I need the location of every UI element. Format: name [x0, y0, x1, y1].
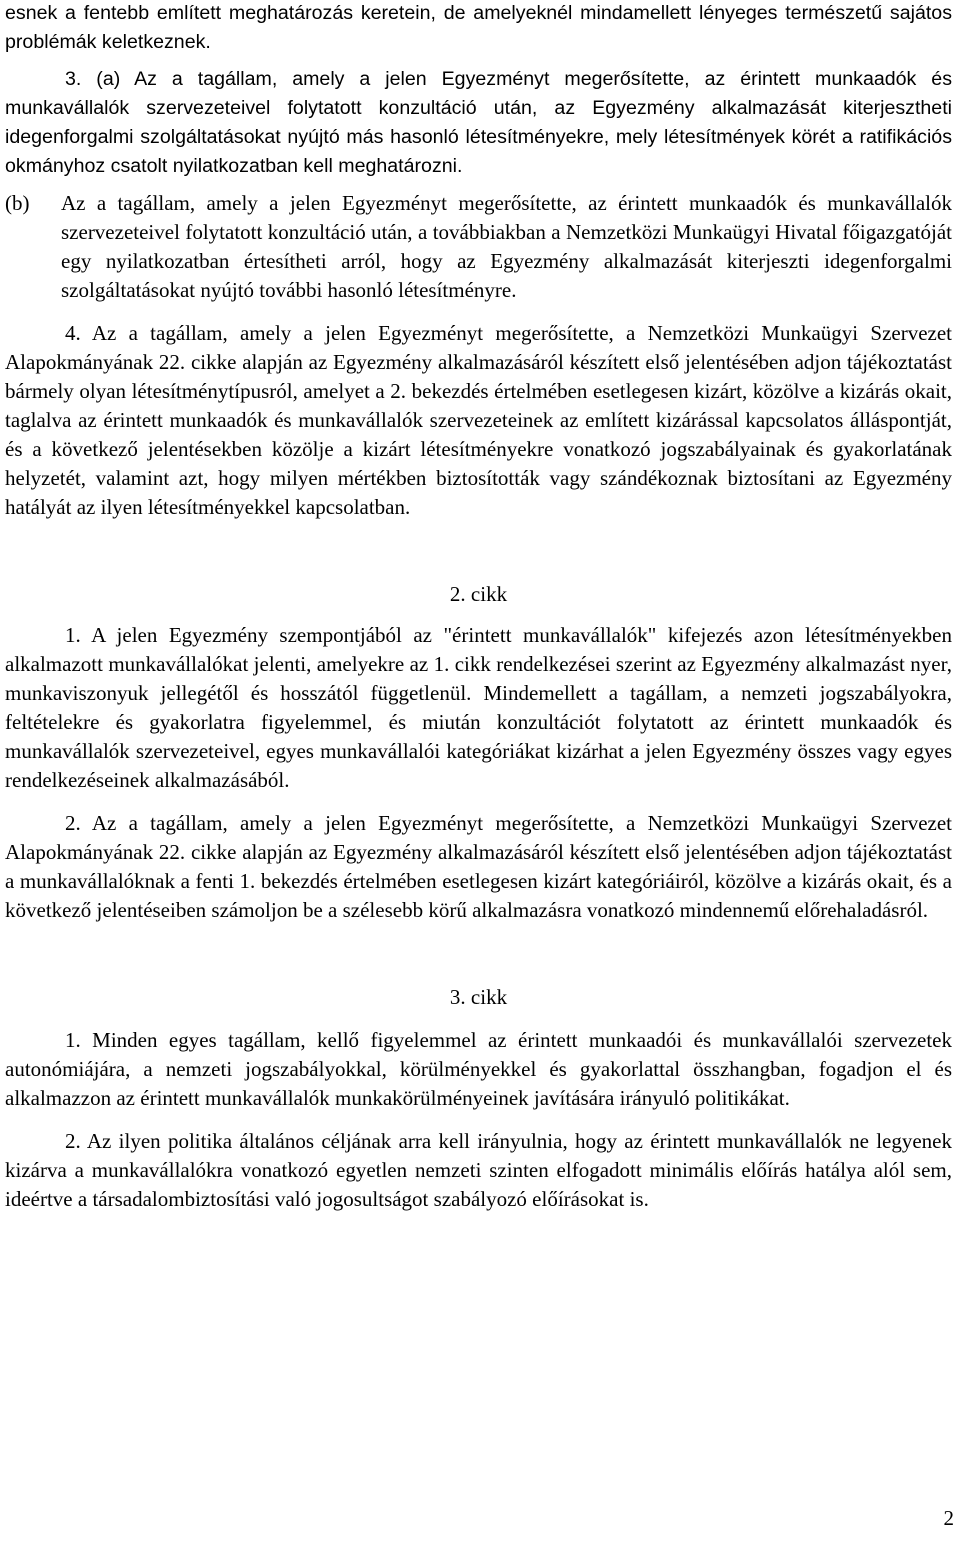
paragraph-1-4: 4. Az a tagállam, amely a jelen Egyezményt megerősítette, a Nemzetközi Munkaügyi Szervezet Alapokmányának 22. cikke alapján az Egyezmény alkalmazásáról készített első jelentésében adjon tájékoztatást bármely olyan létesítménytípusról, amelyet a 2. bekezdés értelmében esetlegesen kizárt, közölve a kizárás okait, taglalva az érintett munkaadók és munkavállalók szervezeteinek az említett kizárással kapcsolatos álláspontját, és a következő jelentésekben közölje a kizárt létesítményekre vonatkozó jogszabályainak és gyakorlatának helyzetét, valamint azt, hogy milyen mértékben biztosították vagy szándékoznak biztosítani az Egyezmény hatályát az ilyen létesítményekkel kapcsolatban.	[5, 321, 952, 519]
paragraph-2-1: 1. A jelen Egyezmény szempontjából az "érintett munkavállalók" kifejezés azon létesítményekben alkalmazott munkavállalókat jelenti, amelyekre az 1. cikk rendelkezései szerint az Egyezmény alkalmazást nyer, munkaviszonyuk jellegétől és hosszától függetlenül. Mindemellett a tagállam, a nemzeti jogszabályokra, feltételekre és gyakorlatra figyelemmel, és miután konzultációt folytatott az érintett munkaadók és munkavállalók szervezeteivel, egyes munkavállalói kategóriákat kizárhat a jelen Egyezmény összes vagy egyes rendelkezéseinek alkalmazásából.	[5, 623, 952, 792]
paragraph-3-2: 2. Az ilyen politika általános céljának arra kell irányulnia, hogy az érintett munkavállalók ne legyenek kizárva a munkavállalókra vonatkozó egyetlen nemzeti szinten elfogadott minimális előírás hatálya alól sem, ideértve a társadalombiztosítási való jogosultságot szabályozó előírásokat is.	[5, 1129, 952, 1211]
page-number: 2	[943, 1506, 954, 1530]
paragraph-1-3-a: 3. (a) Az a tagállam, amely a jelen Egyezményt megerősítette, az érintett munkaadók és munkavállalók szervezeteivel folytatott konzultáció után, az Egyezmény alkalmazását kiterjesztheti idegenforgalmi szolgáltatásokat nyújtó más hasonló létesítményekre, mely létesítmények körét a ratifikációs okmányhoz csatolt nyilatkozatban kell meghatározni.	[5, 68, 952, 177]
paragraph-1-3-b	[5, 189, 952, 305]
item-label-b: (b)	[5, 191, 30, 215]
heading-article-2: 2. cikk	[449, 582, 508, 606]
paragraph-continuation: esnek a fentebb említett meghatározás keretein, de amelyeknél mindamellett lényeges természetű sajátos problémák keletkeznek.	[5, 2, 952, 53]
paragraph-2-2: 2. Az a tagállam, amely a jelen Egyezményt megerősítette, a Nemzetközi Munkaügyi Szervezet Alapokmányának 22. cikke alapján az Egyezmény alkalmazásáról készített első jelentésében adjon tájékoztatást a munkavállalóknak a fenti 1. bekezdés értelmében esetlegesen kizárt kategóriáiról, közölve a kizárás okait, és a következő jelentéseiben számoljon be a szélesebb körű alkalmazásra vonatkozó mindennemű előrehaladásról.	[5, 811, 952, 922]
paragraph-1-3-b-text: Az a tagállam, amely a jelen Egyezményt megerősítette, az érintett munkaadók és munkavállalók szervezeteivel folytatott konzultáció után, a továbbiakban a Nemzetközi Munkaügyi Hivatal főigazgatóját egy nyilatkozatban értesítheti arról, hogy az Egyezmény alkalmazását kiterjeszti idegenforgalmi szolgáltatásokat nyújtó további hasonló létesítményre.	[61, 191, 952, 302]
heading-article-3: 3. cikk	[449, 985, 508, 1009]
paragraph-3-1: 1. Minden egyes tagállam, kellő figyelemmel az érintett munkaadói és munkavállalói szervezetek autonómiájára, a nemzeti jogszabályokkal, körülményekkel és gyakorlattal összhangban, fogadjon el és alkalmazzon az érintett munkavállalók munkakörülményeinek javítására irányuló politikákat.	[5, 1028, 952, 1110]
